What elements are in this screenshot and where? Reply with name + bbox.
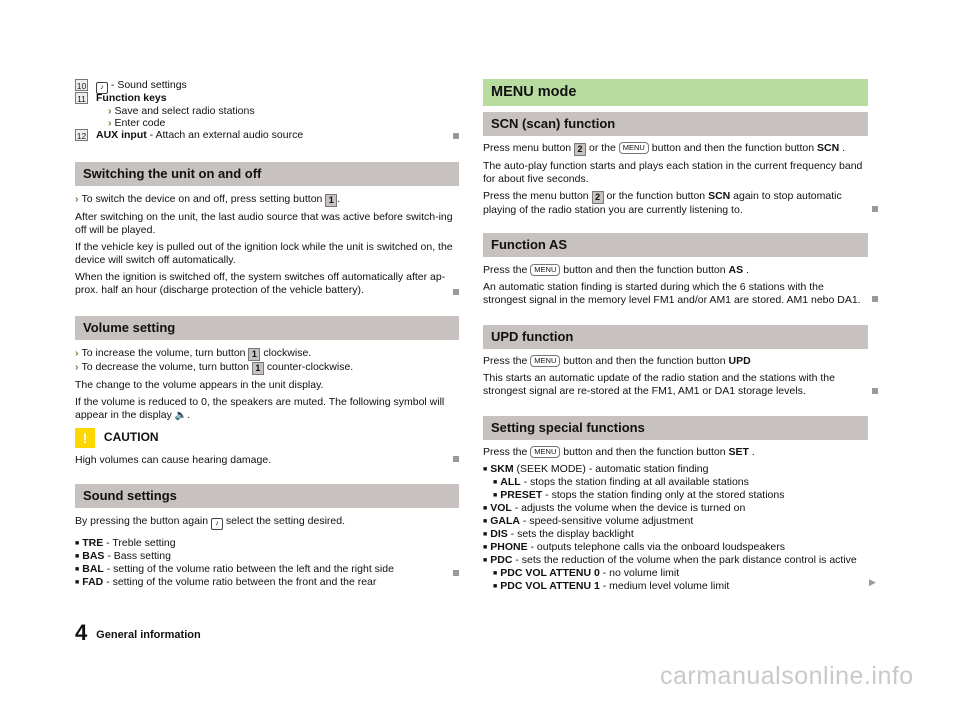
caution-text: High volumes can cause hearing damage. [75,454,272,466]
list-item: ■ VOL - adjusts the volume when the device is turned on [483,502,746,514]
sound-list [75,537,459,589]
volume-body [75,347,459,422]
instruction-step: › To increase the volume, turn button 1 clockwise. [75,347,312,359]
legend-label: Function keys [96,92,167,104]
section-heading: Function AS [483,233,868,257]
paragraph: If the volume is reduced to 0, the speakers are muted. The following symbol will appear in the display 🔈. [75,396,445,421]
legend-text: - Sound settings [108,79,187,91]
page-footer [75,620,201,645]
list-item: ■ BAL - setting of the volume ratio between the left and the right side [75,563,394,575]
scn-body [483,142,868,217]
warning-icon: ! [75,428,95,448]
legend-number: 12 [76,131,87,141]
list-subitem: ■ PDC VOL ATTENU 1 - medium level volume limit [493,580,730,592]
list-item: ■ GALA - speed-sensitive volume adjustment [483,515,694,527]
sound-body [75,515,459,589]
switching-body [75,193,459,297]
section-heading: Sound settings [75,484,459,508]
button-key-label: 1 [252,362,264,375]
arrow-icon: › [75,361,79,373]
paragraph: Press the menu button 2 or the function button SCN again to stop automatic playing of the radio station you are currently listening to. [483,190,842,216]
legend-subtext: Enter code [114,117,166,129]
list-item: ■ PDC - sets the reduction of the volume when the park distance control is active [483,554,857,566]
list-item: ■ DIS - sets the display backlight [483,528,634,540]
arrow-icon: › [108,105,112,117]
menu-key-label: MENU [530,355,560,367]
arrow-icon: › [75,193,79,205]
list-item: ■ PHONE - outputs telephone calls via the onboard loudspeakers [483,541,785,553]
menu-key-label: MENU [619,142,649,154]
paragraph: The change to the volume appears in the unit display. [75,379,324,391]
paragraph: This starts an automatic update of the radio station and the stations with the strongest signal are re-stored at the FM1, AM1 or DA1 storage levels. [483,372,835,397]
list-subitem: ■ PRESET - stops the station finding only at the stored stations [493,489,785,501]
section-heading: Volume setting [75,316,459,340]
legend-number: 11 [75,92,88,104]
paragraph: After switching on the unit, the last audio source that was active before switch-ing off will be played. [75,211,453,236]
section-end-marker [872,296,878,302]
section-heading: Switching the unit on and off [75,162,459,186]
list-subitem: ■ PDC VOL ATTENU 0 - no volume limit [493,567,680,579]
special-body [483,446,868,593]
legend-subitem [75,117,459,129]
paragraph: The auto-play function starts and plays each station in the current frequency band for about five seconds. [483,160,863,185]
legend-subitem [75,105,459,117]
page-number: 4 [75,620,88,645]
legend-item [75,129,459,142]
section-end-marker [453,289,459,295]
arrow-icon: › [108,117,112,129]
legend-item [75,92,459,105]
paragraph: If the vehicle key is pulled out of the ignition lock while the unit is switched on, the device will switch off automatically. [75,241,453,266]
section-end-marker [872,206,878,212]
caution-title: CAUTION [103,430,159,444]
menu-key-label: MENU [530,264,560,276]
legend-item [75,79,459,92]
section-end-marker [453,570,459,576]
paragraph: When the ignition is switched off, the system switches off automatically after ap-prox. half an hour (discharge protection of the vehicle battery). [75,271,446,296]
paragraph: Press the MENU button and then the function button AS . [483,264,749,276]
paragraph: An automatic station finding is started during which the 6 stations with the strongest signal in the memory level FM1 and/or AM1 are stored. AM1 nebo DA1. [483,281,861,306]
button-key-label: 2 [574,143,586,156]
list-item: ■ SKM (SEEK MODE) - automatic station finding [483,463,709,475]
section-end-marker [453,133,459,139]
sound-note-icon: ♪ [211,518,223,530]
footer-section: General information [96,629,201,641]
section-end-marker [872,388,878,394]
section-heading: UPD function [483,325,868,349]
list-item: ■ TRE - Treble setting [75,537,176,549]
button-key-label: 2 [592,191,604,204]
legend-label: AUX input [96,129,147,141]
as-body [483,264,868,307]
caution-box [75,428,459,448]
instruction-step: › To switch the device on and off, press setting button 1 . [75,193,341,205]
button-key-label: 1 [248,348,260,361]
list-item: ■ BAS - Bass setting [75,550,171,562]
list-item: ■ FAD - setting of the volume ratio between the front and the rear [75,576,377,588]
watermark: carmanualsonline.info [660,662,914,690]
section-heading: SCN (scan) function [483,112,868,136]
list-subitem: ■ ALL - stops the station finding at all available stations [493,476,749,488]
legend-subtext: Save and select radio stations [114,105,255,117]
sound-note-icon: ♪ [96,82,108,94]
section-end-marker [453,456,459,462]
continue-arrow-icon: ▶ [869,577,876,587]
arrow-icon: › [75,347,79,359]
menu-key-label: MENU [530,446,560,458]
paragraph: Press the MENU button and then the function button UPD [483,355,751,367]
legend-list [75,79,459,142]
speaker-muted-icon: 🔈 [174,410,188,421]
paragraph: By pressing the button again ♪ select the setting desired. [75,515,459,530]
button-key-label: 1 [325,194,337,207]
section-heading: Setting special functions [483,416,868,440]
chapter-heading: MENU mode [483,79,868,106]
instruction-step: › To decrease the volume, turn button 1 counter-clockwise. [75,361,354,373]
legend-text: - Attach an external audio source [146,129,304,141]
paragraph: Press menu button 2 or the MENU button and then the function button SCN . [483,142,845,154]
special-list [483,463,868,593]
upd-body [483,355,868,398]
paragraph: Press the MENU button and then the function button SET . [483,446,755,458]
legend-number: 10 [76,81,87,91]
